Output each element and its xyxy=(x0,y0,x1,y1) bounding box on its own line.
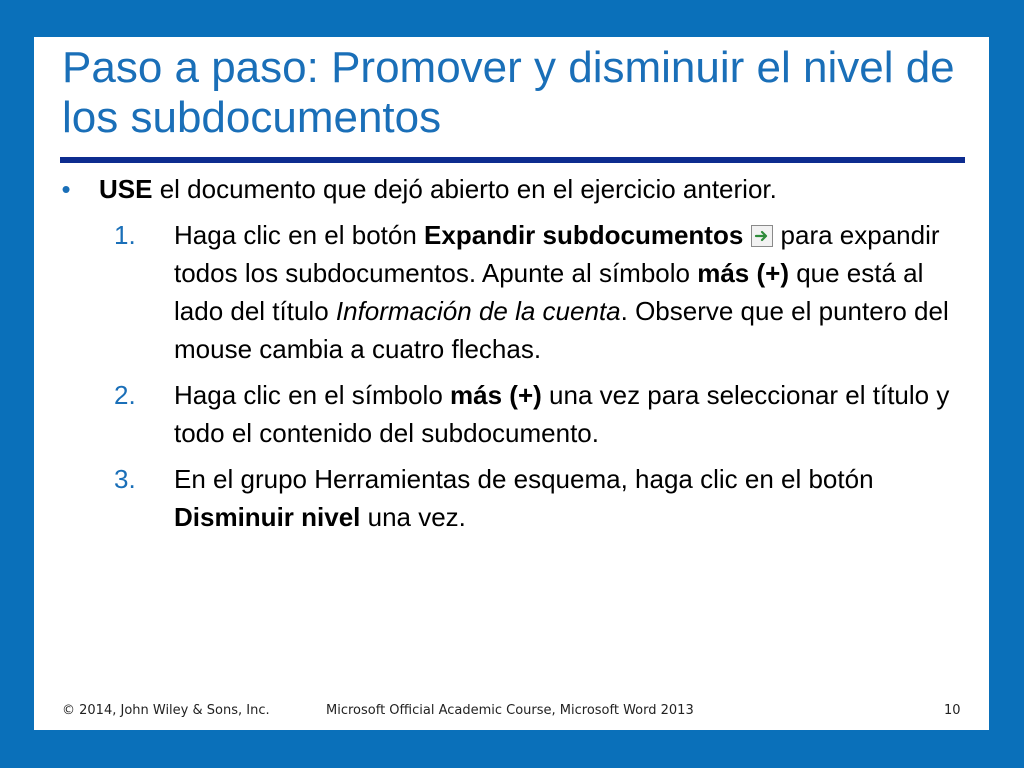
step-1-text-a: Haga clic en el botón xyxy=(174,220,425,250)
step-2-bold-plus: más (+) xyxy=(450,380,542,410)
step-2-text-b: una vez para seleccionar el título y todo el contenido del subdocumento. xyxy=(174,380,950,448)
step-number: 2. xyxy=(114,380,136,410)
footer-copyright: © 2014, John Wiley & Sons, Inc. xyxy=(62,703,270,718)
footer-course: Microsoft Official Academic Course, Microsoft Word 2013 xyxy=(326,703,694,718)
step-number: 1. xyxy=(114,220,136,250)
step-1-bold-expand: Expandir subdocumentos xyxy=(424,220,744,250)
title-divider xyxy=(60,157,965,163)
step-3-text-b: una vez. xyxy=(360,502,466,532)
step-1 xyxy=(56,216,961,368)
step-2 xyxy=(56,376,961,452)
bullet-lead: USE xyxy=(99,174,153,204)
slide xyxy=(34,37,989,730)
step-1-text-c: que está al lado del título xyxy=(174,258,924,326)
step-1-italic-title: Información de la cuenta xyxy=(335,296,621,326)
step-1-text-d: . Observe que el puntero del mouse cambia a cuatro flechas. xyxy=(174,296,949,364)
steps-list xyxy=(56,216,961,536)
bullet-use xyxy=(56,170,961,208)
slide-footer xyxy=(34,699,989,721)
step-3 xyxy=(56,460,961,536)
expand-subdocuments-icon xyxy=(751,225,773,247)
step-3-text-a: En el grupo Herramientas de esquema, haga clic en el botón xyxy=(174,464,874,494)
step-2-text-a: Haga clic en el símbolo xyxy=(174,380,451,410)
step-number: 3. xyxy=(114,464,136,494)
footer-page-number: 10 xyxy=(944,703,961,718)
step-1-bold-plus: más (+) xyxy=(697,258,789,288)
slide-title: Paso a paso: Promover y disminuir el nivel de los subdocumentos xyxy=(62,43,955,142)
step-3-bold-demote: Disminuir nivel xyxy=(174,502,361,532)
slide-body xyxy=(56,170,961,544)
step-1-text-b: para expandir todos los subdocumentos. Apunte al símbolo xyxy=(174,220,940,288)
bullet-text: el documento que dejó abierto en el ejercicio anterior. xyxy=(152,174,777,204)
bullet-dot: • xyxy=(61,174,71,204)
